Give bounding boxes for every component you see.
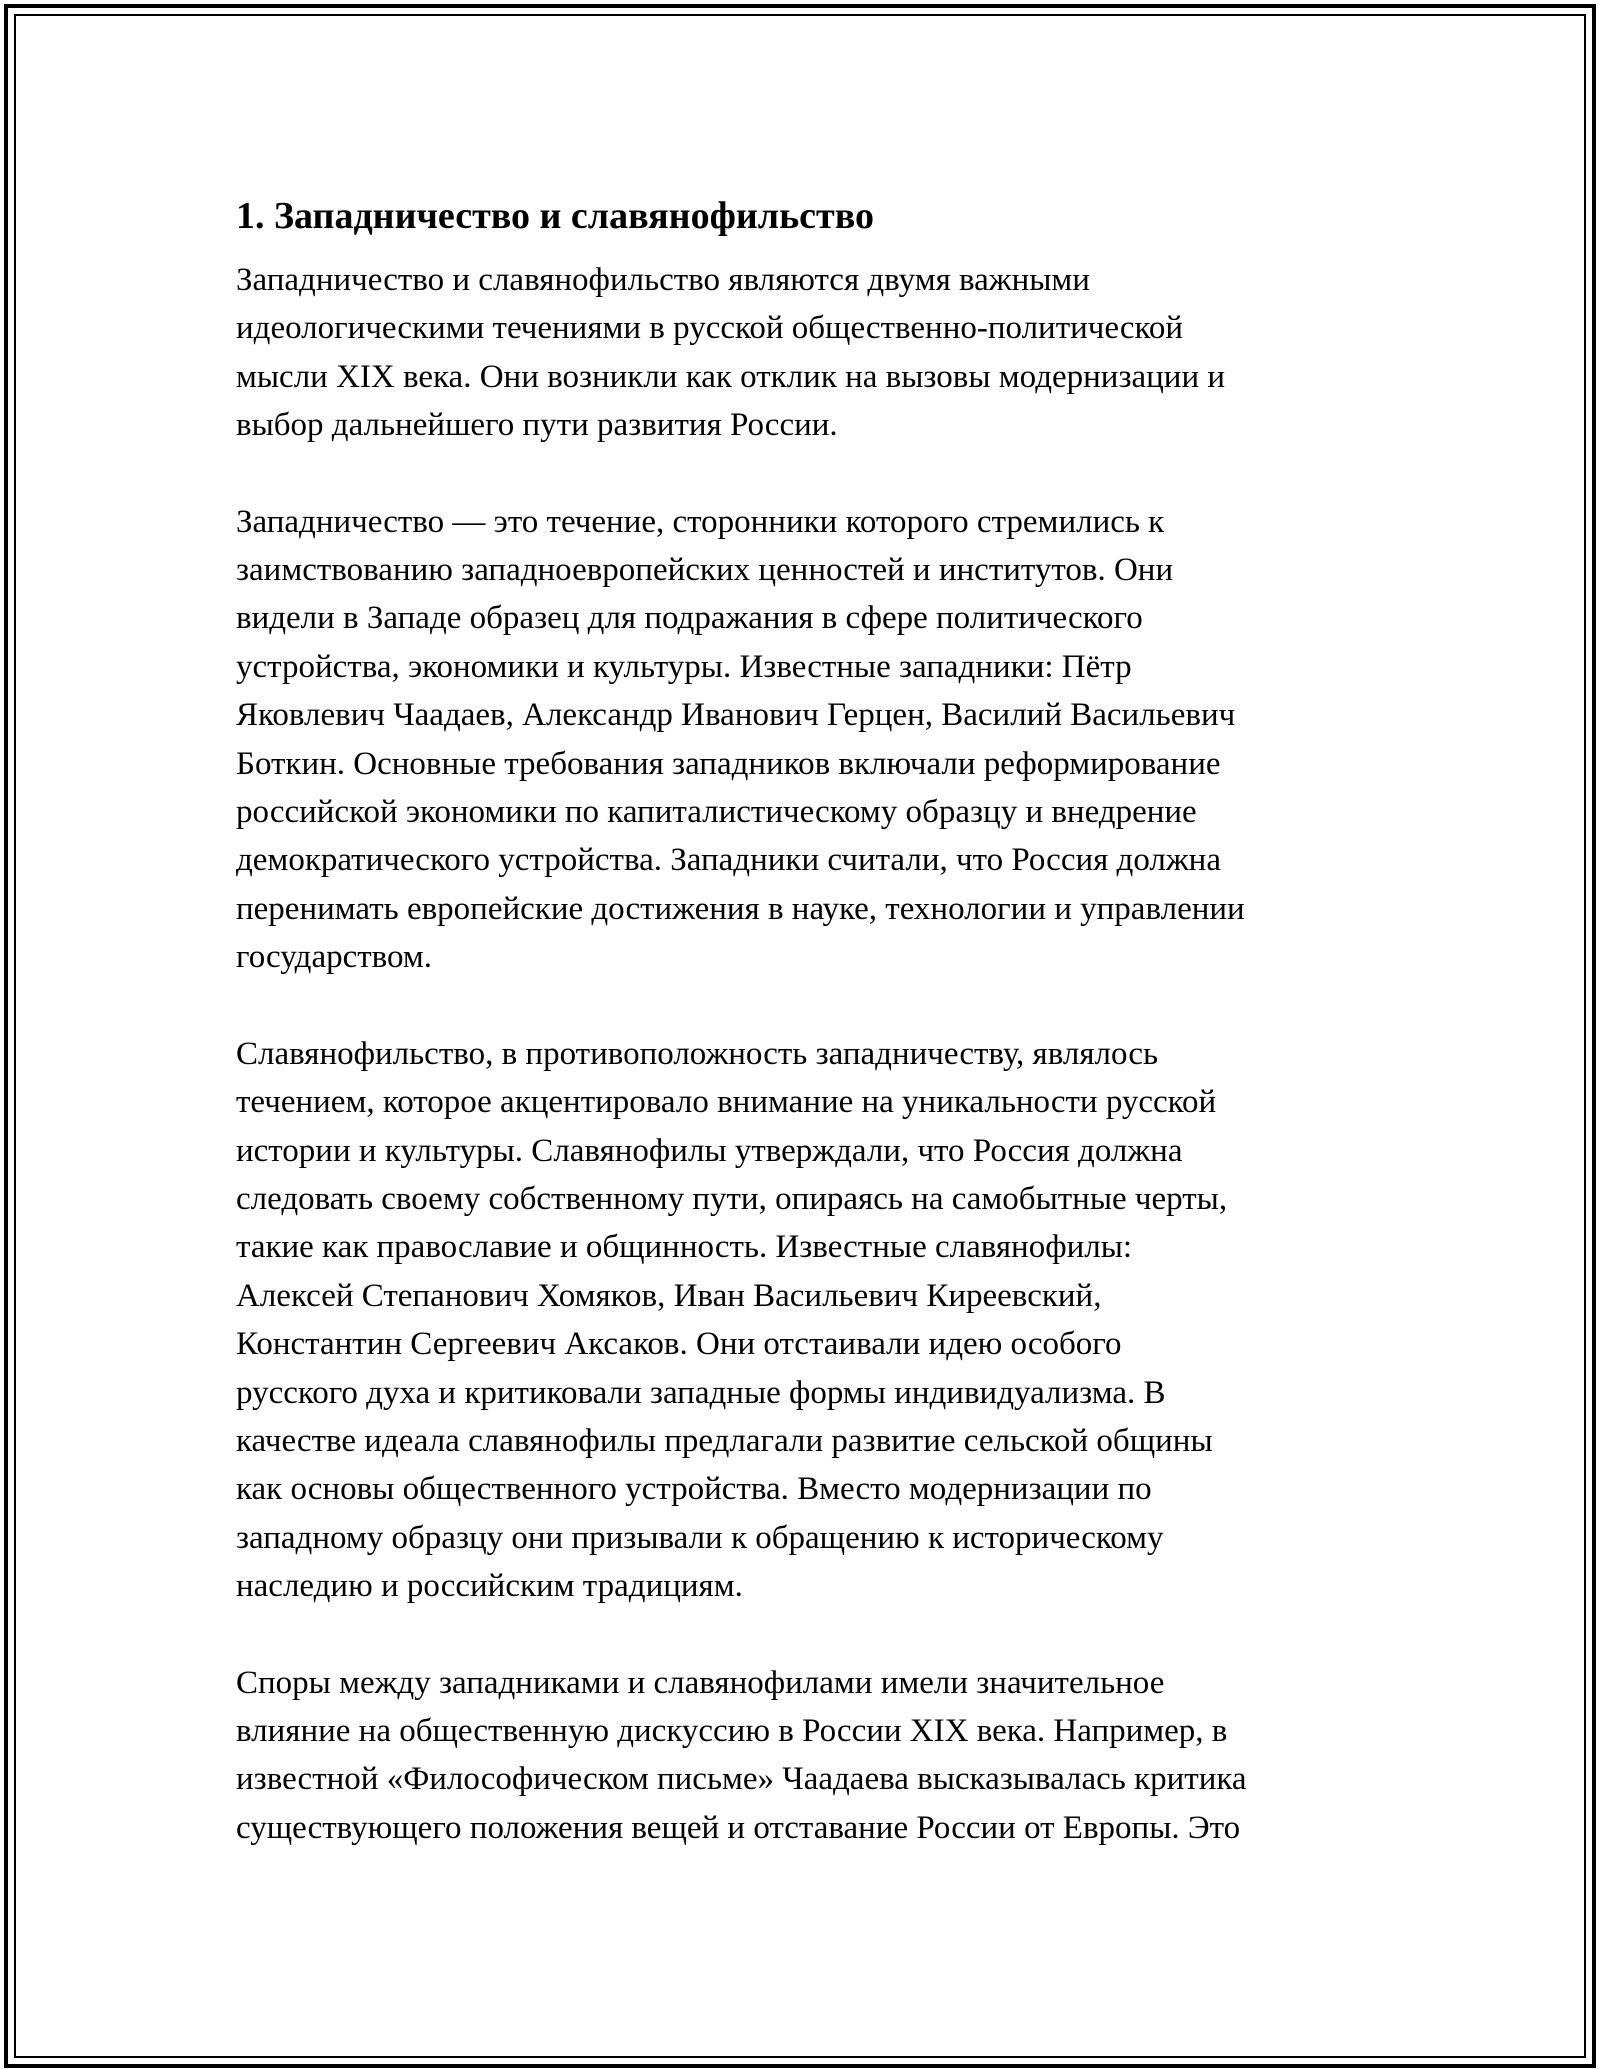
- paragraph-intro: Западничество и славянофильство являются двумя важными идеологическими течениями в русской общественно-политической мысли XIX века. Они возникли как отклик на вызовы модернизации и выбор дальнейшего пути развития России.: [236, 262, 1226, 444]
- section-heading: 1. Западничество и славянофильство: [236, 195, 874, 237]
- paragraph-disputes: Споры между западниками и славянофилами имели значительное влияние на общественную дискуссию в России XIX века. Например, в известной «Философическом письме» Чаадаева высказывалась критика существующего положения вещей и отставание России от Европы. Это: [236, 1664, 1247, 1846]
- paragraph-slavophilism: Славянофильство, в противоположность западничеству, являлось течением, которое акцентировало внимание на уникальности русской истории и культуры. Славянофилы утверждали, что Россия должна следовать своему собственному пути, опираясь на самобытные черты, такие как православие и общинность. Известные славянофилы: Алексей Степанович Хомяков, Иван Васильевич Киреевский, Константин Сергеевич Аксаков. Они отстаивали идею особого русского духа и критиковали западные формы индивидуализма. В качестве идеала славянофилы предлагали развитие сельской общины как основы общественного устройства. Вместо модернизации по западному образцу они призывали к обращению к историческому наследию и российским традициям.: [236, 1035, 1228, 1605]
- paragraph-westernism: Западничество — это течение, сторонники которого стремились к заимствованию западноевропейских ценностей и институтов. Они видели в Западе образец для подражания в сфере политического устройства, экономики и культуры. Известные западники: Пётр Яковлевич Чаадаев, Александр Иванович Герцен, Василий Васильевич Боткин. Основные требования западников включали реформирование российской экономики по капиталистическому образцу и внедрение демократического устройства. Западники считали, что Россия должна перенимать европейские достижения в науке, технологии и управлении государством.: [236, 503, 1245, 976]
- document-page: [236, 190, 1380, 1900]
